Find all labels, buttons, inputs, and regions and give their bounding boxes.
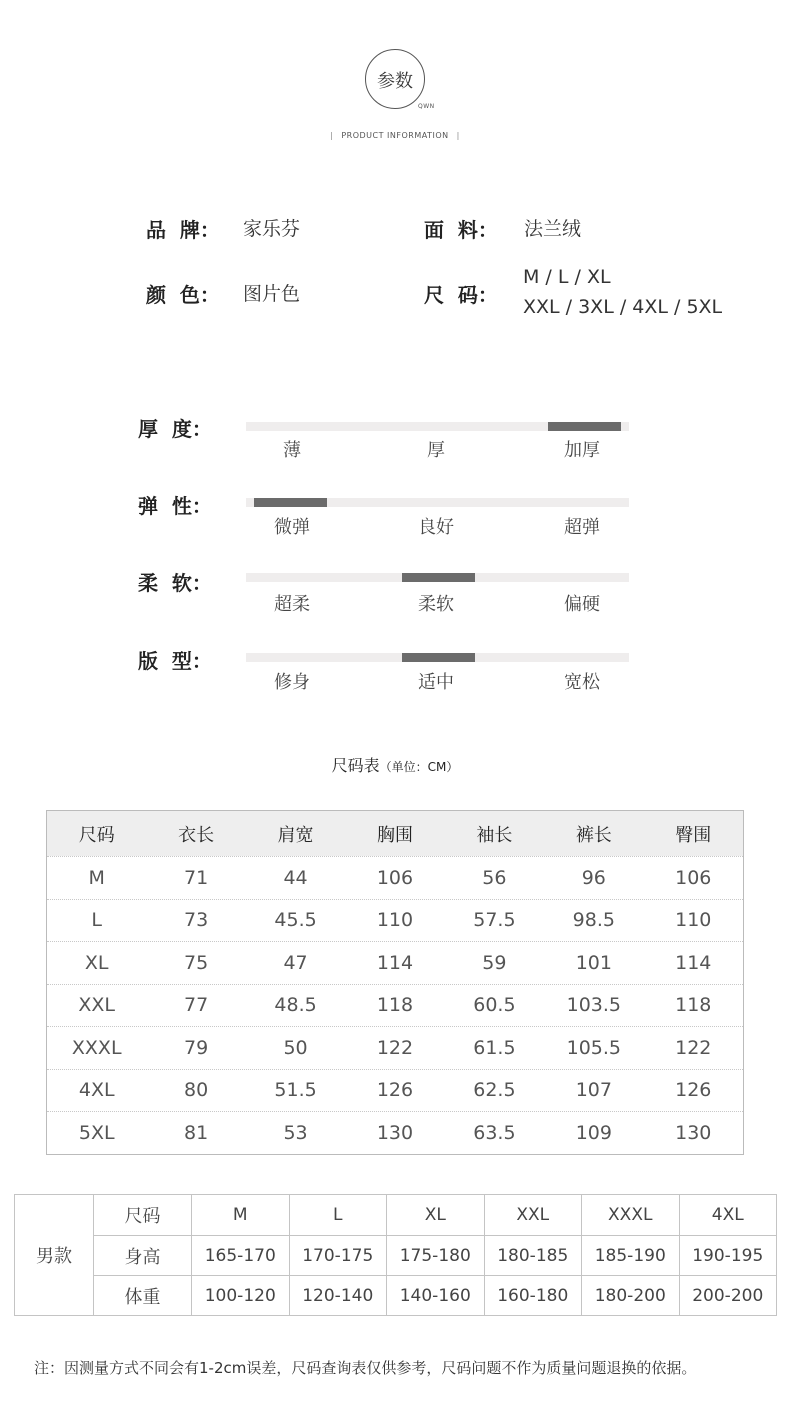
size-line-1: M / L / XL (523, 266, 611, 288)
softness-option-firm: 偏硬 (564, 594, 600, 615)
fit-option-slim: 修身 (274, 672, 310, 693)
table-cell: 79 (184, 1036, 209, 1059)
fit-option-regular: 适中 (418, 672, 454, 693)
product-information-heading (0, 131, 790, 140)
table-cell: XXL (484, 1195, 582, 1235)
elasticity-option-super: 超弹 (564, 517, 600, 538)
table-cell: 114 (376, 951, 414, 974)
fit-scale (246, 653, 629, 662)
header-cell: 胸围 (376, 824, 413, 846)
row-header: 尺码 (124, 1206, 161, 1227)
table-cell: 175-180 (386, 1236, 484, 1275)
fabric-value: 法兰绒 (524, 218, 582, 240)
table-cell: 200-200 (679, 1276, 777, 1315)
row-header: 体重 (124, 1286, 161, 1308)
table-cell: XXL (78, 994, 116, 1017)
table-cell: 110 (376, 909, 414, 932)
table-cell: 118 (675, 994, 712, 1017)
size-label: 尺 码： (424, 283, 498, 307)
softness-option-soft: 柔软 (418, 594, 454, 615)
size-table-title-text: 尺码表 (331, 756, 380, 775)
fit-option-loose: 宽松 (564, 672, 600, 693)
color-value: 图片色 (243, 283, 301, 305)
thickness-scale (246, 422, 629, 431)
size-table-unit: （单位：CM） (379, 760, 459, 774)
softness-scale (246, 573, 629, 582)
table-row (47, 1069, 743, 1112)
table-cell: L (289, 1195, 387, 1235)
table-cell: 98.5 (572, 909, 615, 932)
size-line-2: XXL / 3XL / 4XL / 5XL (523, 296, 723, 318)
table-cell: 165-170 (191, 1236, 289, 1275)
fit-label: 版 型： (138, 649, 212, 673)
elasticity-scale (246, 498, 629, 507)
table-cell: 126 (376, 1079, 414, 1102)
table-cell: 71 (184, 866, 209, 889)
table-cell: 180-185 (484, 1236, 582, 1275)
header-cell: 肩宽 (277, 824, 314, 846)
table-cell: 170-175 (289, 1236, 387, 1275)
elasticity-option-slight: 微弹 (274, 517, 310, 538)
table-cell: 160-180 (484, 1276, 582, 1315)
table-cell: 180-200 (581, 1276, 679, 1315)
table-cell: 57.5 (473, 909, 516, 932)
fit-indicator (402, 653, 475, 662)
table-cell: 107 (575, 1079, 612, 1102)
header-cell: 臀围 (675, 824, 712, 846)
table-cell: 47 (283, 951, 308, 974)
table-cell: 81 (184, 1121, 209, 1144)
table-cell: 106 (675, 866, 712, 889)
header-cell: 衣长 (178, 824, 215, 846)
table-cell: 126 (675, 1079, 712, 1102)
table-cell: 101 (575, 951, 612, 974)
table-cell: 122 (675, 1036, 712, 1059)
size-table-header (47, 811, 743, 856)
elasticity-indicator (254, 498, 327, 507)
table-cell: M (191, 1195, 289, 1235)
men-group-label: 男款 (15, 1195, 94, 1315)
table-row (94, 1235, 776, 1275)
table-cell: 122 (376, 1036, 414, 1059)
table-cell: 80 (184, 1079, 209, 1102)
thickness-option-thin: 薄 (283, 440, 301, 461)
table-cell: 77 (184, 994, 209, 1017)
table-row (47, 984, 743, 1027)
softness-indicator (402, 573, 475, 582)
brand-value: 家乐芬 (243, 218, 301, 240)
table-cell: L (91, 909, 102, 932)
divider-left: | (330, 131, 334, 140)
thickness-indicator (548, 422, 621, 431)
table-cell: 53 (283, 1121, 308, 1144)
thickness-option-extra-thick: 加厚 (564, 440, 600, 461)
table-cell: 140-160 (386, 1276, 484, 1315)
table-cell: M (88, 866, 105, 889)
badge-title: 参数 (377, 71, 413, 92)
table-row (47, 941, 743, 984)
table-cell: XXXL (71, 1036, 122, 1059)
header-cell: 尺码 (78, 824, 115, 846)
table-cell: 103.5 (566, 994, 622, 1017)
elasticity-option-good: 良好 (418, 517, 454, 538)
thickness-option-thick: 厚 (427, 440, 445, 461)
table-cell: 62.5 (473, 1079, 516, 1102)
fabric-label: 面 料： (424, 218, 498, 242)
row-header: 身高 (124, 1246, 161, 1268)
table-cell: 4XL (78, 1079, 115, 1102)
table-cell: XL (386, 1195, 484, 1235)
table-cell: 110 (675, 909, 712, 932)
table-cell: 185-190 (581, 1236, 679, 1275)
table-cell: 75 (184, 951, 209, 974)
table-cell: 59 (482, 951, 507, 974)
color-label: 颜 色： (146, 283, 220, 307)
table-cell: 109 (575, 1121, 612, 1144)
softness-option-super-soft: 超柔 (274, 594, 310, 615)
product-information-text: PRODUCT INFORMATION (341, 131, 449, 140)
softness-label: 柔 软： (138, 571, 212, 595)
size-table (46, 810, 744, 1155)
table-cell: 4XL (679, 1195, 777, 1235)
table-row (94, 1275, 776, 1315)
elasticity-label: 弹 性： (138, 494, 212, 518)
table-cell: 60.5 (473, 994, 516, 1017)
table-cell: 120-140 (289, 1276, 387, 1315)
thickness-label: 厚 度： (138, 417, 212, 441)
table-row (94, 1195, 776, 1235)
table-cell: XL (84, 951, 109, 974)
table-cell: 190-195 (679, 1236, 777, 1275)
header-cell: 袖长 (476, 824, 513, 846)
table-row (47, 856, 743, 899)
table-cell: 105.5 (566, 1036, 622, 1059)
table-cell: 63.5 (473, 1121, 516, 1144)
table-cell: 45.5 (274, 909, 317, 932)
table-cell: 100-120 (191, 1276, 289, 1315)
table-cell: 48.5 (274, 994, 317, 1017)
table-cell: 50 (283, 1036, 308, 1059)
table-cell: 51.5 (274, 1079, 317, 1102)
table-row (47, 899, 743, 942)
table-cell: 106 (376, 866, 414, 889)
disclaimer-note: 注：因测量方式不同会有1-2cm误差，尺码查询表仅供参考，尺码问题不作为质量问题退换的依据。 (34, 1359, 697, 1377)
table-cell: 96 (581, 866, 606, 889)
table-cell: 114 (675, 951, 712, 974)
table-row (47, 1111, 743, 1154)
table-cell: 44 (283, 866, 308, 889)
size-table-title (0, 753, 790, 776)
badge-subtitle: QWN (418, 103, 435, 110)
table-cell: 130 (376, 1121, 414, 1144)
recommendation-rows (94, 1195, 776, 1315)
divider-right: | (456, 131, 460, 140)
table-cell: 61.5 (473, 1036, 516, 1059)
size-recommendation-table (14, 1194, 777, 1316)
table-cell: 130 (675, 1121, 712, 1144)
table-cell: 56 (482, 866, 507, 889)
header-cell: 裤长 (575, 824, 612, 846)
table-row (47, 1026, 743, 1069)
table-cell: XXXL (581, 1195, 679, 1235)
size-values (523, 262, 722, 322)
table-cell: 5XL (78, 1121, 115, 1144)
brand-label: 品 牌： (146, 218, 220, 242)
table-cell: 118 (376, 994, 414, 1017)
table-cell: 73 (184, 909, 209, 932)
